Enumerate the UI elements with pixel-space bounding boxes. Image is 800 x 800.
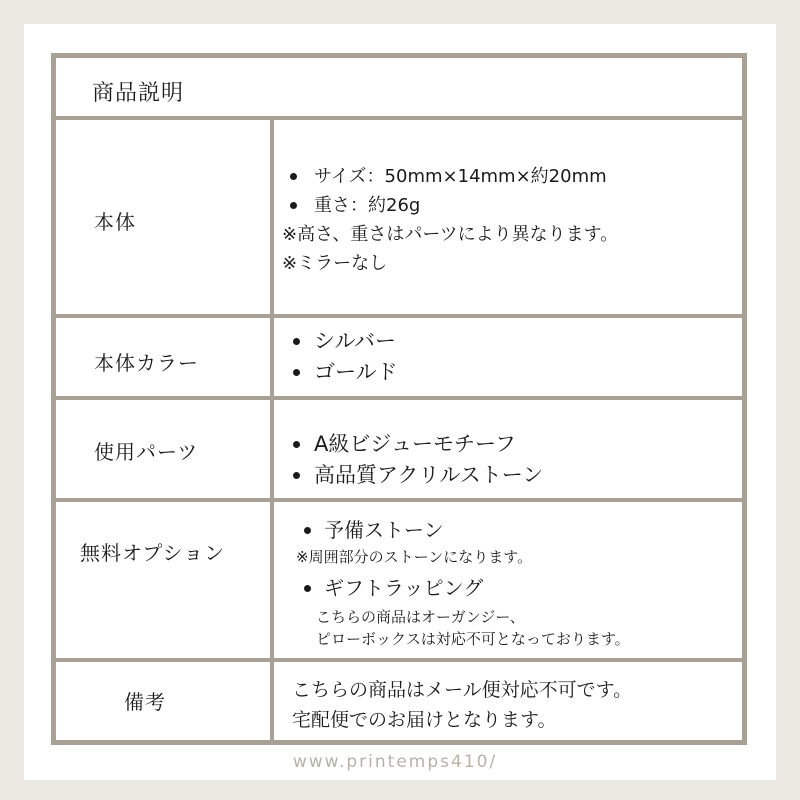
list-item: ギフトラッピング — [282, 574, 630, 602]
remarks-text — [292, 675, 632, 735]
label-free-options: 無料オプション — [80, 541, 226, 565]
remarks-line: 宅配便でのお届けとなります。 — [292, 709, 557, 731]
label-body: 本体 — [94, 210, 136, 234]
website-url: www.printemps410/ — [292, 752, 498, 772]
label-body-color: 本体カラー — [94, 351, 199, 375]
product-description-table — [51, 53, 747, 745]
row-divider — [56, 116, 742, 120]
list-item: シルバー — [282, 326, 398, 357]
column-divider — [270, 120, 274, 740]
list-item: A級ビジューモチーフ — [282, 429, 543, 460]
list-item: 重さ：約26g — [282, 191, 618, 220]
list-item: サイズ：50mm×14mm×約20mm — [282, 162, 618, 191]
row-divider — [56, 396, 742, 400]
note: ピローボックスは対応不可となっております。 — [316, 630, 630, 648]
row-divider — [56, 314, 742, 318]
list-item: 予備ストーン — [282, 516, 630, 544]
note: ※ミラーなし — [282, 253, 388, 274]
label-remarks: 備考 — [124, 690, 166, 714]
note: こちらの商品はオーガンジー、 — [316, 608, 525, 626]
list-item: ゴールド — [282, 357, 398, 388]
list-item: 高品質アクリルストーン — [282, 460, 543, 491]
row-divider — [56, 658, 742, 662]
body-details — [282, 162, 618, 278]
table-title: 商品説明 — [92, 81, 185, 106]
remarks-line: こちらの商品はメール便対応不可です。 — [292, 679, 633, 701]
label-parts: 使用パーツ — [94, 440, 199, 464]
row-divider — [56, 498, 742, 502]
note: ※周囲部分のストーンになります。 — [296, 548, 533, 566]
note: ※高さ、重さはパーツにより異なります。 — [282, 224, 619, 245]
options-list — [282, 516, 630, 650]
color-list — [282, 326, 398, 388]
parts-list — [282, 429, 543, 491]
